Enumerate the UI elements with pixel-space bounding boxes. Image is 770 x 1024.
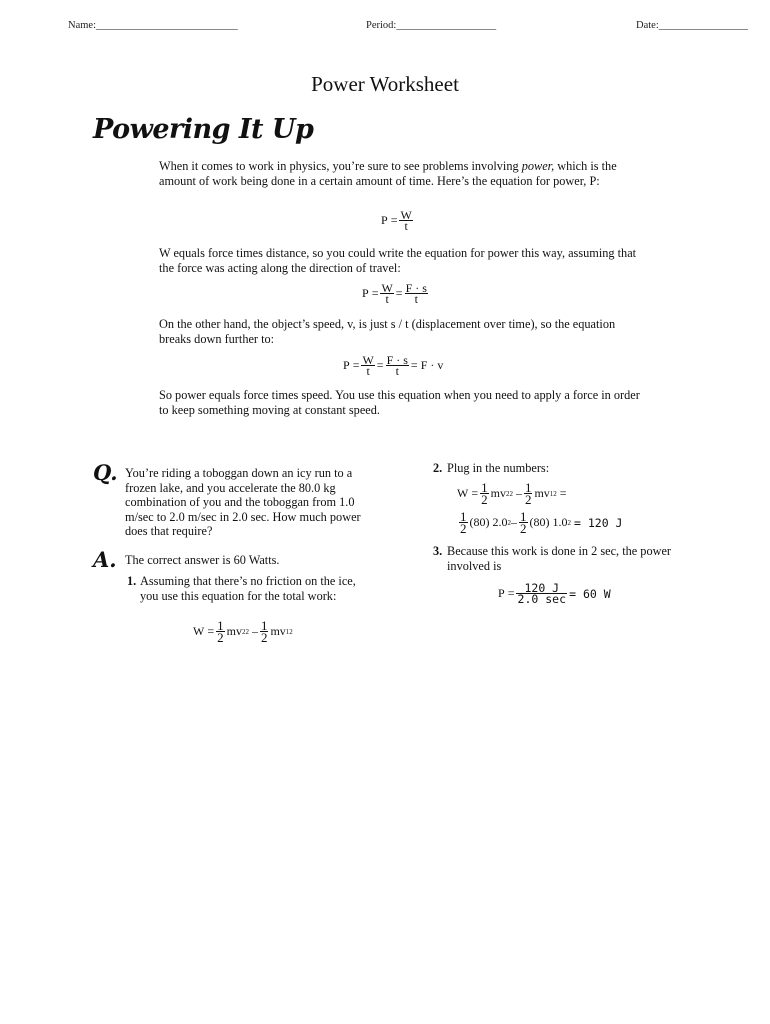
intro-paragraph-1: When it comes to work in physics, you’re sure to see problems involving power, which is the amount of work being done in a certain amount of time. Here’s the equation for power, P: [159,159,617,188]
step-1 [127,574,367,603]
step-2 [433,461,673,476]
step-2-text: Plug in the numbers: [447,461,550,475]
intro-paragraph-4: So power equals force times speed. You use this equation when you need to apply a force in order to keep something moving at constant speed. [159,388,640,417]
intro-paragraph-2: W equals force times distance, so you could write the equation for power this way, assuming that the force was acting along the direction of travel: [159,246,637,275]
answer-text: The correct answer is 60 Watts. [125,553,280,567]
page-title: Power Worksheet [311,72,459,96]
period-field: Period:___________________ [366,20,497,31]
intro-paragraph-3: On the other hand, the object’s speed, v, is just s / t (displacement over time), so the equation breaks down further to: [159,317,616,346]
name-field: Name:___________________________ [68,20,238,31]
equation-power: P = $\frac{W}{t}$ [381,208,412,233]
equation-work: W = $\frac{1}{2}$ mv 2 2 – $\frac{1}{2}$ mv 1 2 [193,618,293,645]
equation-power-result: P = $\frac{120 J}{2.0 \sec}$ = 60 W [498,581,611,606]
step-3-number: 3. [433,544,443,558]
step-3-text: Because this work is done in 2 sec, the power involved is [447,544,672,573]
step-2-number: 2. [433,461,443,475]
equation-power-force: P = $\frac{W}{t}$ = $\frac{F \cdot s}{t}$ [362,281,427,306]
date-field: Date:_________________ [636,20,748,31]
answer-marker: A. [93,547,117,572]
step-1-text: Assuming that there’s no friction on the ice, you use this equation for the total work: [140,574,356,603]
step-3 [433,544,673,573]
equation-power-velocity: P = $\frac{W}{t}$ = $\frac{F \cdot s}{t}$ = F · v [343,353,444,378]
section-heading: Powering It Up [93,114,314,145]
step-1-number: 1. [127,574,137,588]
equation-work-step2: W = $\frac{1}{2}$ mv 2 2 – $\frac{1}{2}$ mv 1 2 = [457,480,567,507]
question-marker: Q. [93,460,118,485]
equation-numbers: $\frac{1}{2}$ (80) 2.0 2 – $\frac{1}{2}$ (80) 1.0 2 = 120 J [460,509,623,536]
question-text: You’re riding a toboggan down an icy run to a frozen lake, and you accelerate the 80.0 kg combination of you and the toboggan from 1.0 m/sec to 2.0 m/sec in 2.0 sec. How much power does that require? [125,466,361,539]
